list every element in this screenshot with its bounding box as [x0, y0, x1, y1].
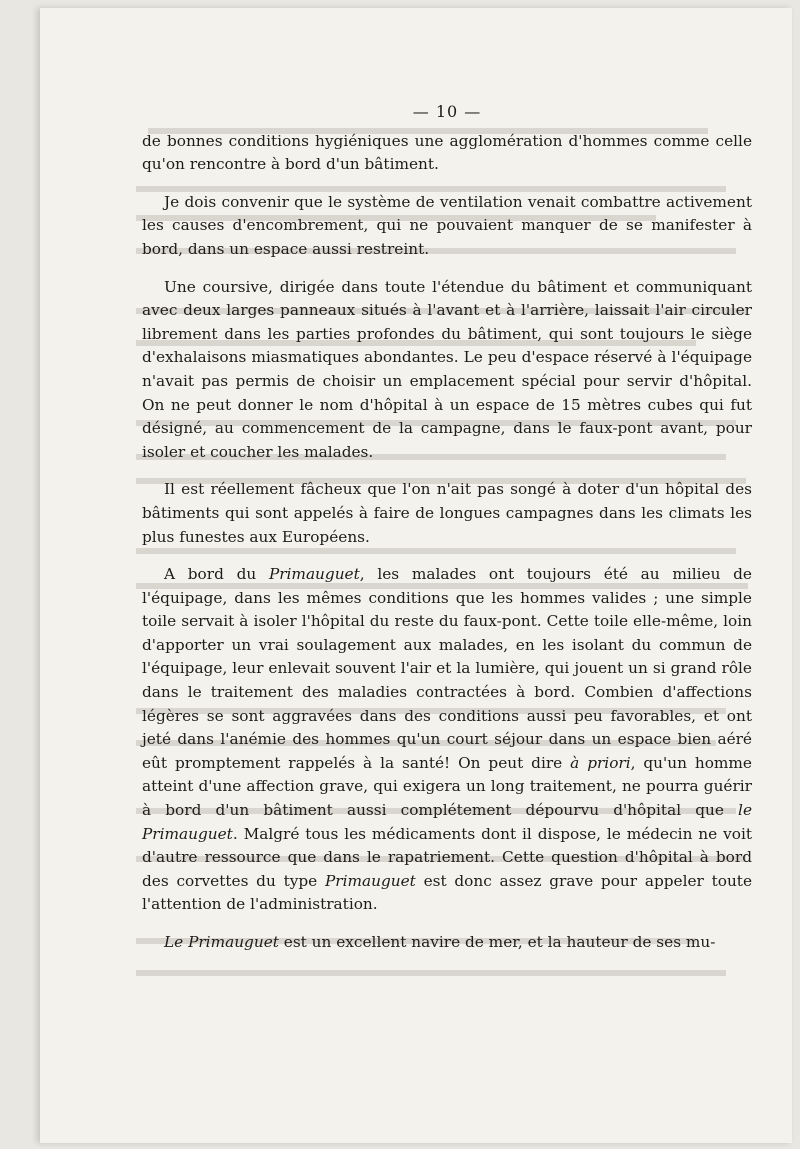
text-run: , qu'un homme atteint d'une affection grave, qui exigera un long traitement, ne pourra guérir à bord d'un bâtiment aussi complétement dépourvu d'hôpital que: [142, 753, 752, 820]
paragraph: Je dois convenir que le système de ventilation venait combattre activement les causes d'encombrement, qui ne pouvaient manquer de se manifester à bord, dans un espace aussi restreint.: [142, 192, 752, 258]
page-number: — 10 —: [412, 102, 482, 121]
ship-name: le Primauguet: [142, 801, 752, 843]
text-run: A bord du: [164, 565, 269, 584]
page-text: [142, 100, 752, 969]
ship-name: Primauguet: [268, 565, 360, 584]
ship-name: Primauguet: [324, 871, 416, 890]
text-run: est donc assez grave pour appeler toute l'attention de l'administration.: [142, 871, 753, 914]
ship-name: Le Primauguet: [164, 933, 279, 951]
paragraph: [142, 563, 752, 917]
paragraph: Il est réellement fâcheux que l'on n'ait pas songé à doter d'un hôpital des bâtiments qui sont appelés à faire de longues campagnes dans les climats les plus funestes aux Européens.: [142, 480, 752, 546]
latin-phrase: à priori: [570, 753, 631, 772]
paragraph: Une coursive, dirigée dans toute l'étendue du bâtiment et communiquant avec deux larges panneaux situés à l'avant et à l'arrière, laissait l'air circuler librement dans les parties profondes du bâtiment, qui sont toujours le siège d'exhalaisons miasmatiques abondantes. Le peu d'espace réservé à l'équipage n'avait pas permis de choisir un emplacement spécial pour servir d'hôpital. On ne peut donner le nom d'hôpital à un espace de 15 mètres cubes qui fut désigné, au commencement de la campagne, dans le faux-pont avant, pour isoler et coucher les malades.: [142, 277, 752, 461]
text-run: , les malades ont toujours été au milieu de l'équipage, dans les mêmes conditions que les hommes valides ; une simple toile servait à isoler l'hôpital du reste du faux-pont. Cette toile elle-même, loin d'apporter un vrai soulagement aux malades, en les isolant du commun de l'équipage, leur enlevait souvent l'air et la lumière, qui jouent un si grand rôle dans le traitement des maladies contractées à bord. Combien d'affections légères se sont aggravées dans des conditions aussi peu favorables, et ont jeté dans l'anémie des hommes qu'un court séjour dans un espace bien aéré eût promptement rappelés à la santé! On peut dire: [142, 565, 752, 772]
paragraph: [142, 931, 752, 955]
text-run: . Malgré tous les médicaments dont il dispose, le médecin ne voit d'autre ressource que dans le rapatriement. Cette question d'hôpital à bord des corvettes du type: [142, 824, 752, 890]
book-page: [40, 8, 792, 1143]
text-run: est un excellent navire de mer, et la hauteur de ses mu-: [278, 933, 716, 951]
paragraph: de bonnes conditions hygiéniques une agglomération d'hommes comme celle qu'on rencontre à bord d'un bâtiment.: [142, 131, 752, 174]
